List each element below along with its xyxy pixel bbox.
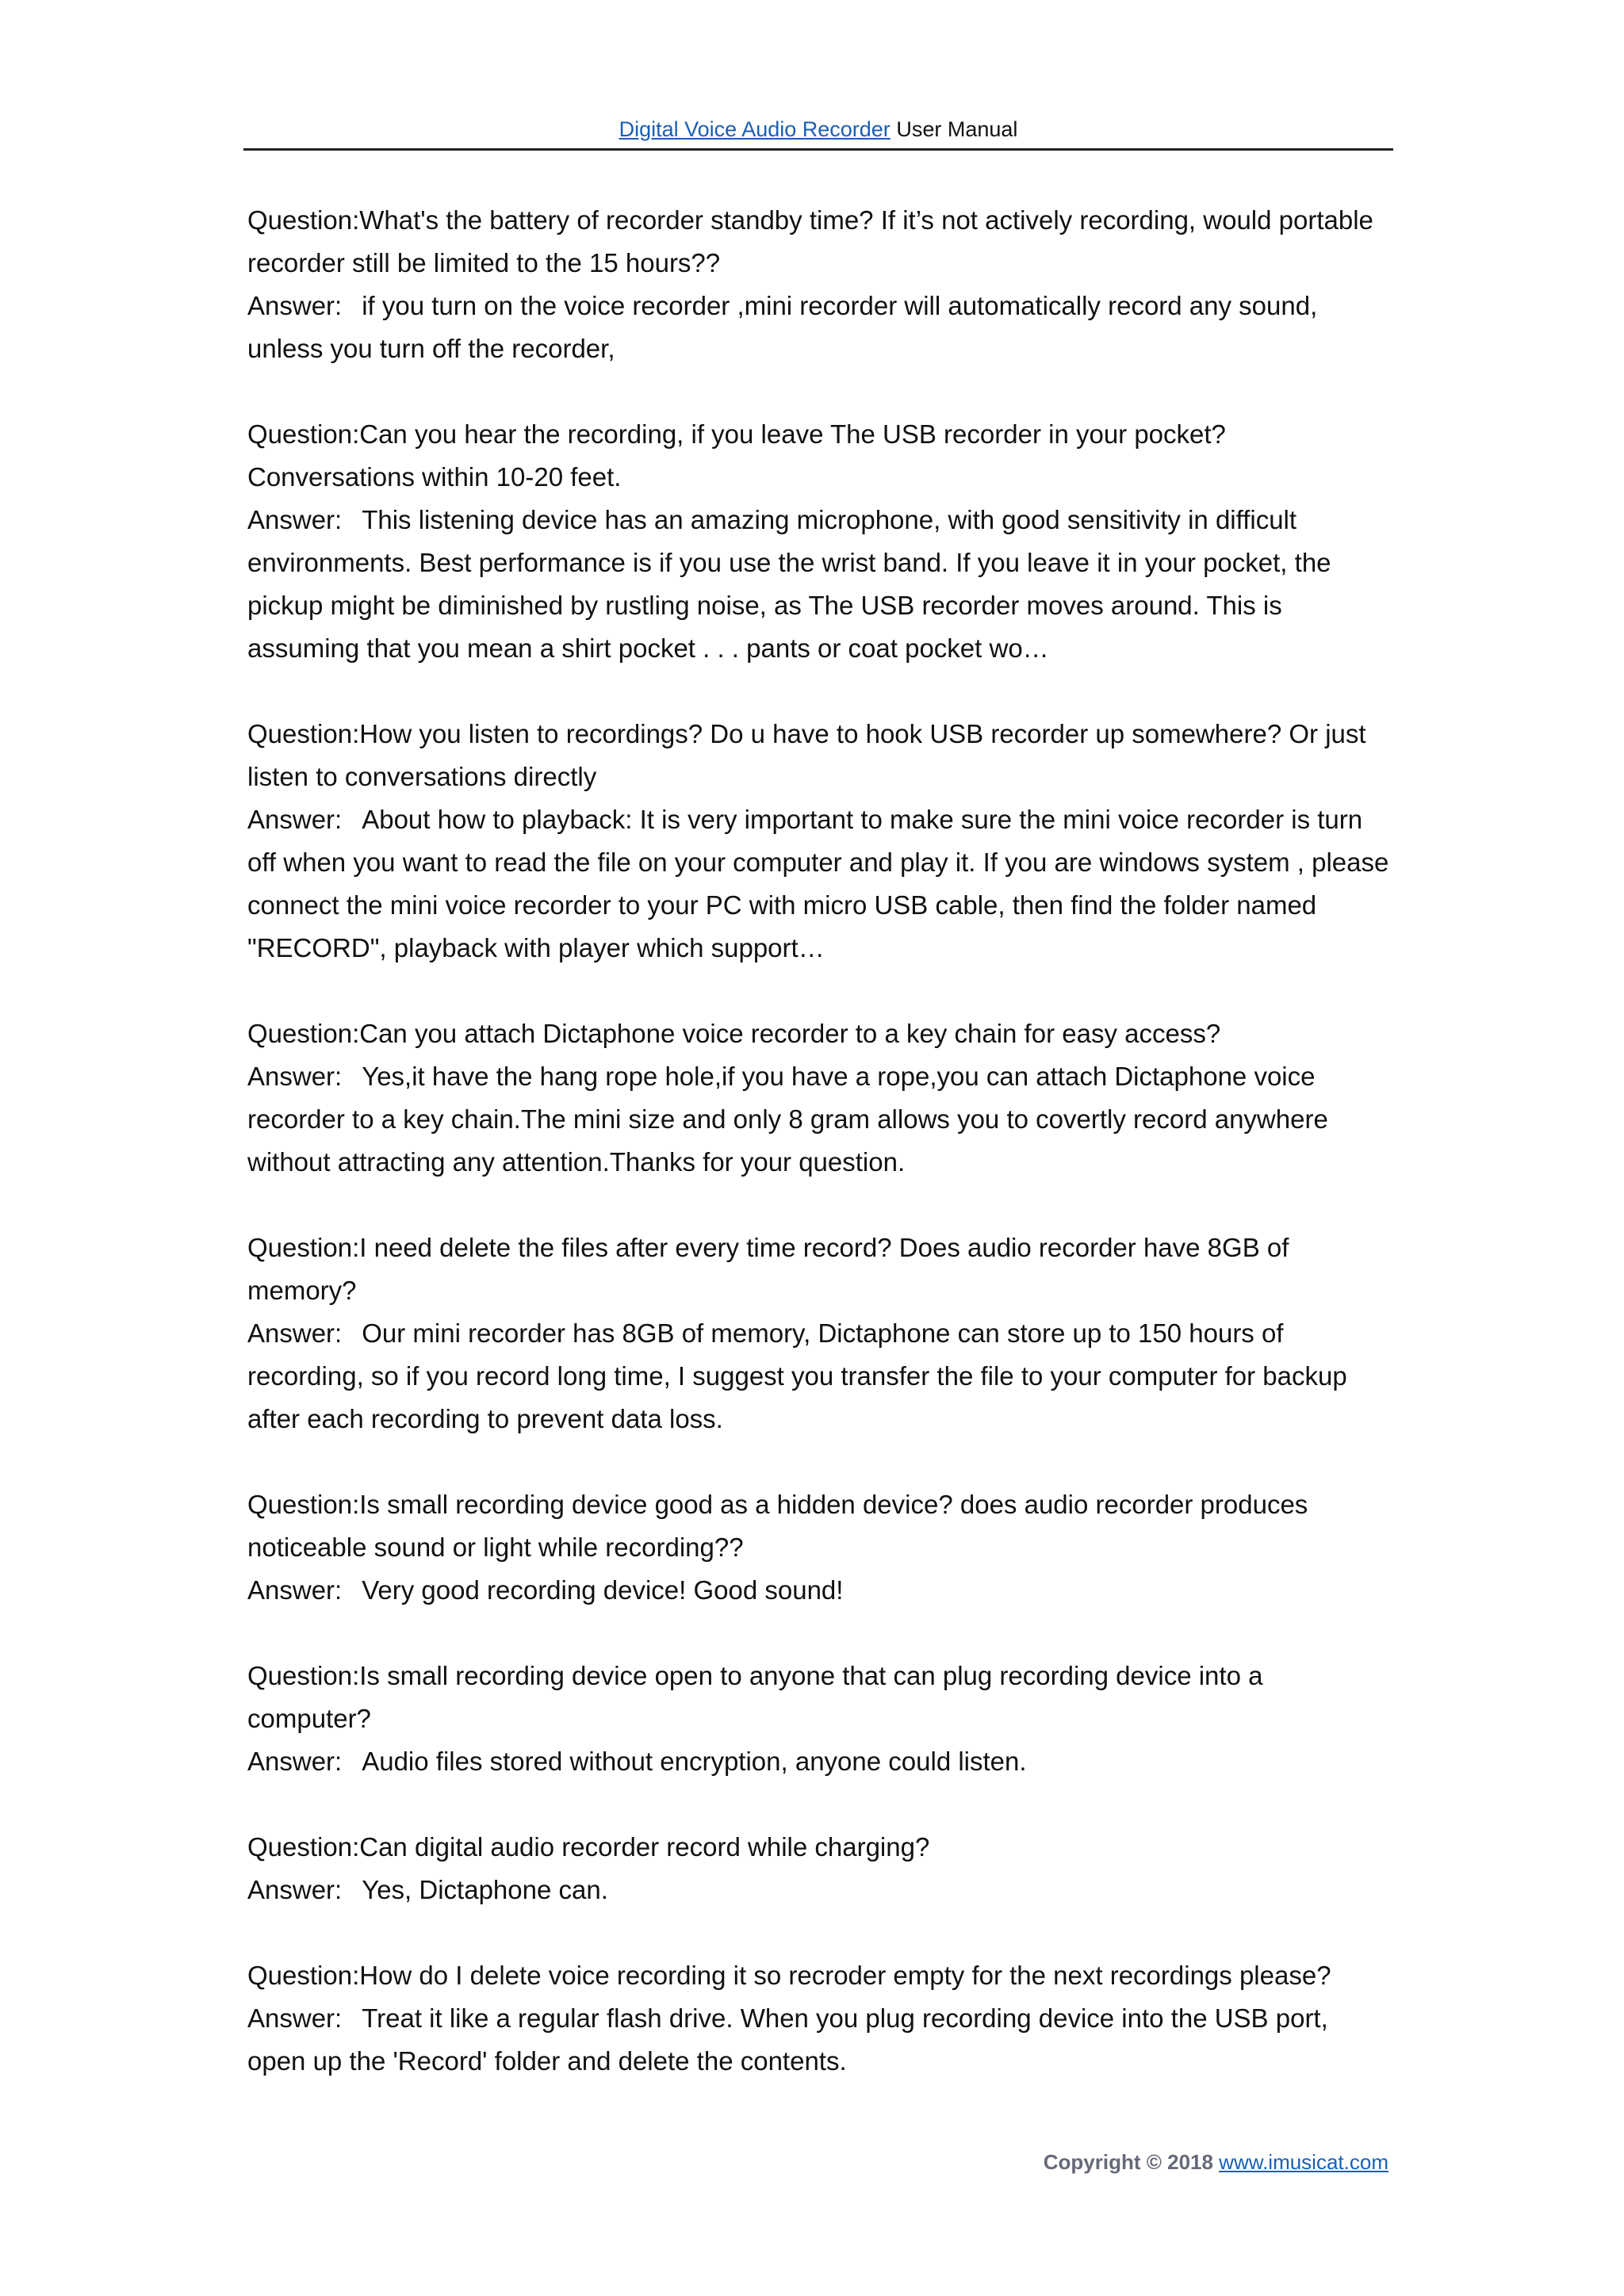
copyright-text: Copyright © 2018 <box>1043 2150 1220 2174</box>
qa-item <box>247 1483 1389 1612</box>
qa-item <box>247 199 1389 370</box>
question-text: Question:Can you hear the recording, if you leave The USB recorder in your pocket? Conversations within 10-20 feet. <box>247 419 1226 492</box>
answer-label: Answer: <box>247 2003 343 2033</box>
qa-item <box>247 1012 1389 1184</box>
question-label: Question: <box>247 1490 360 1519</box>
header-title-link[interactable]: Digital Voice Audio Recorder <box>619 117 891 141</box>
answer-text: Answer: Treat it like a regular flash drive. When you plug recording device into the USB port, open up the 'Record' folder and delete the contents. <box>247 2003 1328 2076</box>
answer-text: Answer: if you turn on the voice recorder ,mini recorder will automatically record any sound, unless you turn off the recorder, <box>247 291 1318 363</box>
question-text: Question:Can digital audio recorder record while charging? <box>247 1832 930 1862</box>
qa-item <box>247 1226 1389 1441</box>
question-text: Question:I need delete the files after every time record? Does audio recorder have 8GB of memory? <box>247 1233 1289 1305</box>
answer-text: Answer: About how to playback: It is very important to make sure the mini voice recorder is turn off when you want to read the file on your computer and play it. If you are windows system , please connect the mini voice recorder to your PC with micro USB cable, then find the folder named "RECORD", playback with player which support… <box>247 805 1389 962</box>
question-label: Question: <box>247 419 360 449</box>
answer-label: Answer: <box>247 1875 343 1904</box>
header-divider <box>243 148 1393 151</box>
answer-label: Answer: <box>247 505 343 534</box>
page-header <box>243 116 1393 143</box>
qa-item <box>247 713 1389 970</box>
question-text: Question:Can you attach Dictaphone voice recorder to a key chain for easy access? <box>247 1019 1221 1048</box>
answer-text: Answer: Yes, Dictaphone can. <box>247 1875 608 1904</box>
faq-list <box>247 199 1389 2126</box>
answer-text: Answer: Yes,it have the hang rope hole,if you have a rope,you can attach Dictaphone voice recorder to a key chain.The mini size and only 8 gram allows you to covertly record anywhere without attracting any attention.Thanks for your question. <box>247 1062 1328 1177</box>
answer-label: Answer: <box>247 1062 343 1091</box>
answer-text: Answer: Audio files stored without encryption, anyone could listen. <box>247 1747 1027 1776</box>
question-label: Question: <box>247 1019 360 1048</box>
question-text: Question:What's the battery of recorder standby time? If it’s not actively recording, would portable recorder still be limited to the 15 hours?? <box>247 205 1373 277</box>
question-label: Question: <box>247 1832 360 1862</box>
question-text: Question:How you listen to recordings? Do u have to hook USB recorder up somewhere? Or just listen to conversations directly <box>247 719 1366 791</box>
answer-label: Answer: <box>247 805 343 834</box>
answer-text: Answer: Our mini recorder has 8GB of memory, Dictaphone can store up to 150 hours of recording, so if you record long time, I suggest you transfer the file to your computer for backup after each recording to prevent data loss. <box>247 1318 1347 1433</box>
question-text: Question:How do I delete voice recording it so recroder empty for the next recordings please? <box>247 1961 1331 1990</box>
answer-label: Answer: <box>247 1318 343 1348</box>
page-footer <box>1044 2149 1388 2175</box>
answer-text: Answer: This listening device has an amazing microphone, with good sensitivity in difficult environments. Best performance is if you use the wrist band. If you leave it in your pocket, the pickup might be diminished by rustling noise, as The USB recorder moves around. This is assuming that you mean a shirt pocket . . . pants or coat pocket wo… <box>247 505 1331 663</box>
answer-text: Answer: Very good recording device! Good sound! <box>247 1575 844 1605</box>
website-link[interactable]: www.imusicat.com <box>1219 2150 1388 2174</box>
qa-item <box>247 413 1389 670</box>
answer-label: Answer: <box>247 291 343 320</box>
answer-label: Answer: <box>247 1575 343 1605</box>
qa-item <box>247 1826 1389 1911</box>
question-text: Question:Is small recording device good as a hidden device? does audio recorder produces noticeable sound or light while recording?? <box>247 1490 1308 1562</box>
header-title-suffix: User Manual <box>890 117 1018 141</box>
question-text: Question:Is small recording device open to anyone that can plug recording device into a computer? <box>247 1661 1263 1733</box>
question-label: Question: <box>247 205 360 235</box>
qa-item <box>247 1655 1389 1783</box>
question-label: Question: <box>247 1661 360 1690</box>
question-label: Question: <box>247 1961 360 1990</box>
answer-label: Answer: <box>247 1747 343 1776</box>
question-label: Question: <box>247 1233 360 1262</box>
qa-item <box>247 1954 1389 2083</box>
question-label: Question: <box>247 719 360 748</box>
